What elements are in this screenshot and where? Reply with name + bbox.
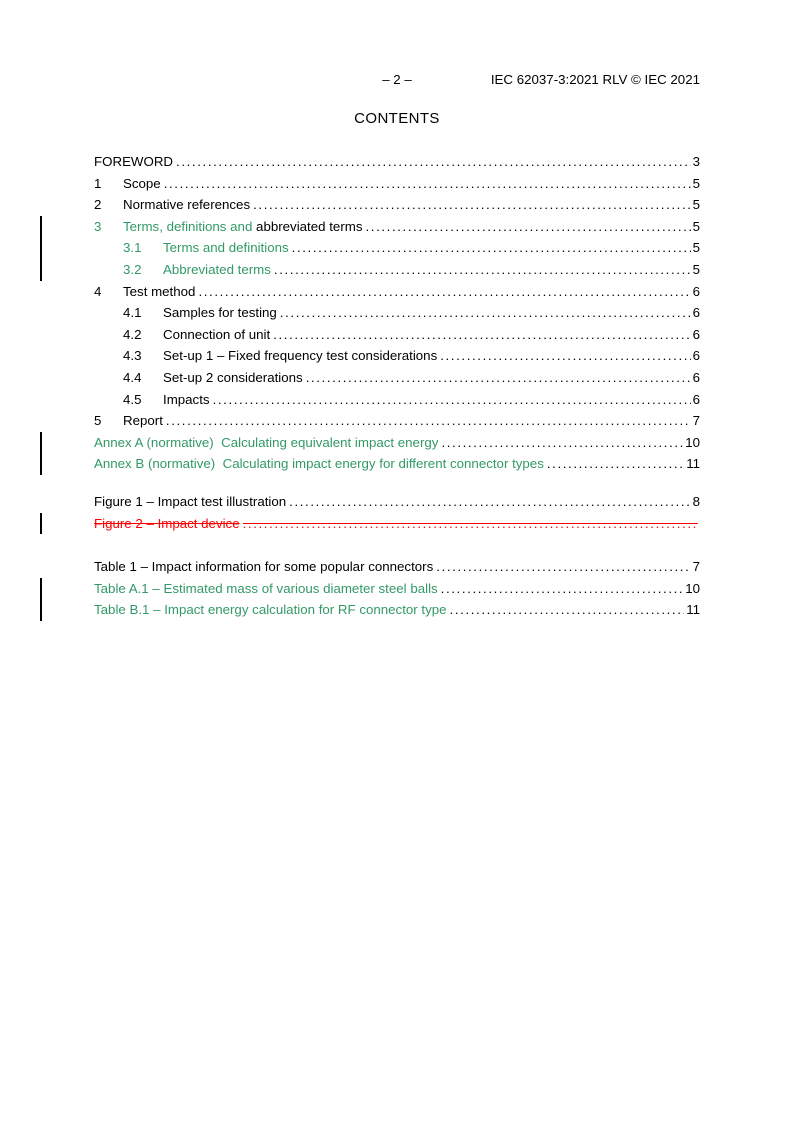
toc-entry-label: Annex B (normative) Calculating impact energy for different connector types	[94, 456, 544, 472]
leader-dots	[213, 389, 691, 411]
toc-entry-label: Report	[123, 413, 163, 429]
leader-dots	[198, 281, 690, 303]
toc-entry-label: Impacts	[163, 391, 210, 407]
toc-entry-label: Figure 2 – Impact device	[94, 515, 240, 531]
toc-entry-4-test-method[interactable]	[94, 281, 700, 303]
toc-entry-label: Figure 1 – Impact test illustration	[94, 493, 287, 509]
toc-entry-label-inserted: Terms, definitions and	[123, 218, 257, 234]
toc-entry-page: 6	[692, 283, 700, 299]
leader-dots	[441, 578, 684, 600]
page-header	[94, 72, 700, 88]
contents-title: CONTENTS	[354, 110, 440, 127]
toc-entry-label: Test method	[123, 283, 196, 299]
toc-entry-number: 1	[94, 175, 102, 191]
toc-entry-annex-a[interactable]	[94, 432, 700, 454]
toc-entry-label: Normative references	[123, 197, 251, 213]
toc-entry-annex-b[interactable]	[94, 453, 700, 475]
toc-entry-4-3-setup1[interactable]	[94, 345, 700, 367]
leader-dots	[547, 453, 684, 475]
leader-dots	[176, 151, 691, 173]
toc-entry-number: 5	[94, 413, 102, 429]
toc-entry-number: 3	[94, 218, 102, 234]
toc-entry-page: 6	[692, 326, 700, 342]
change-bar	[40, 599, 42, 621]
toc-entry-page: 5	[692, 261, 700, 277]
toc-entry-number: 4	[94, 283, 102, 299]
toc-entry-label: Annex A (normative) Calculating equivalent impact energy	[94, 434, 439, 450]
change-bar	[40, 216, 42, 238]
toc-entry-label	[123, 216, 362, 238]
toc-entry-number: 2	[94, 197, 102, 213]
change-bar	[40, 432, 42, 454]
toc-entry-3-1-terms-definitions[interactable]	[94, 237, 700, 259]
toc-entry-3-terms[interactable]	[94, 216, 700, 238]
toc-entry-1-scope[interactable]	[94, 173, 700, 195]
toc-entry-page: 8	[692, 493, 700, 509]
toc-entry-4-5-impacts[interactable]	[94, 389, 700, 411]
toc-entry-label: Set-up 2 considerations	[163, 369, 303, 385]
leader-dots	[440, 345, 690, 367]
toc-entry-number: 4.4	[123, 369, 142, 385]
toc-entry-page: 6	[692, 348, 700, 364]
leader-dots	[365, 216, 690, 238]
leader-dots	[450, 599, 685, 621]
toc-entry-table-1[interactable]	[94, 556, 700, 578]
toc-entry-label-unchanged: abbreviated terms	[256, 218, 363, 234]
toc-entry-page: 7	[692, 413, 700, 429]
toc-entry-page: 10	[685, 580, 700, 596]
toc-entry-label: Scope	[123, 175, 161, 191]
toc-entry-label: Table 1 – Impact information for some popular connectors	[94, 559, 434, 575]
toc-entry-figure-1[interactable]	[94, 491, 700, 513]
leader-dots	[292, 237, 691, 259]
leader-dots	[274, 259, 691, 281]
toc-entry-number: 4.5	[123, 391, 142, 407]
toc-entry-label: Connection of unit	[163, 326, 271, 342]
change-bar	[40, 453, 42, 475]
toc-entry-label: Table A.1 – Estimated mass of various diameter steel balls	[94, 580, 438, 596]
leader-dots	[253, 194, 690, 216]
change-bar	[40, 578, 42, 600]
toc-entry-page: 7	[692, 559, 700, 575]
toc-entry-5-report[interactable]	[94, 410, 700, 432]
doc-reference: IEC 62037-3:2021 RLV © IEC 2021	[490, 72, 700, 87]
toc-entry-2-normative-references[interactable]	[94, 194, 700, 216]
leader-dots	[280, 302, 691, 324]
toc-entry-page: 5	[692, 218, 700, 234]
leader-dots	[436, 556, 690, 578]
toc-entry-label: FOREWORD	[94, 154, 174, 169]
toc-entry-page: 6	[692, 391, 700, 407]
toc-entry-table-b1[interactable]	[94, 599, 700, 621]
toc-entry-4-1-samples[interactable]	[94, 302, 700, 324]
toc-entry-foreword[interactable]	[94, 151, 700, 173]
toc-entry-number: 4.2	[123, 326, 142, 342]
toc-entry-page: 5	[692, 240, 700, 256]
toc-entry-page: 11	[686, 456, 700, 472]
table-of-contents	[94, 151, 700, 621]
toc-entry-number: 3.2	[123, 261, 142, 277]
leader-dots	[166, 410, 691, 432]
toc-entry-label: Set-up 1 – Fixed frequency test considerations	[163, 348, 438, 364]
leader-dots	[164, 173, 691, 195]
leader-dots	[273, 324, 690, 346]
toc-entry-4-2-connection[interactable]	[94, 324, 700, 346]
leader-dots	[289, 491, 690, 513]
leader-dots	[306, 367, 691, 389]
toc-entry-4-4-setup2[interactable]	[94, 367, 700, 389]
toc-entry-number: 4.1	[123, 305, 142, 321]
toc-entry-page: 3	[692, 154, 700, 169]
toc-entry-page: 10	[685, 434, 700, 450]
toc-entry-number: 4.3	[123, 348, 142, 364]
change-bar	[40, 237, 42, 259]
toc-entry-page: 5	[692, 197, 700, 213]
toc-entry-3-2-abbreviated-terms[interactable]	[94, 259, 700, 281]
leader-dots	[243, 513, 698, 535]
toc-entry-number: 3.1	[123, 240, 142, 256]
toc-entry-label: Terms and definitions	[163, 240, 289, 256]
toc-entry-label: Samples for testing	[163, 305, 277, 321]
toc-entry-label: Table B.1 – Impact energy calculation for RF connector type	[94, 602, 447, 618]
toc-entry-figure-2-deleted[interactable]	[94, 513, 700, 535]
toc-entry-label: Abbreviated terms	[163, 261, 271, 277]
toc-entry-page: 11	[686, 602, 700, 618]
page-number: – 2 –	[382, 72, 412, 87]
change-bar	[40, 259, 42, 281]
leader-dots	[441, 432, 683, 454]
change-bar	[40, 513, 42, 535]
toc-entry-page: 5	[692, 175, 700, 191]
toc-entry-table-a1[interactable]	[94, 578, 700, 600]
toc-entry-page: 6	[692, 305, 700, 321]
toc-entry-page: 6	[692, 369, 700, 385]
